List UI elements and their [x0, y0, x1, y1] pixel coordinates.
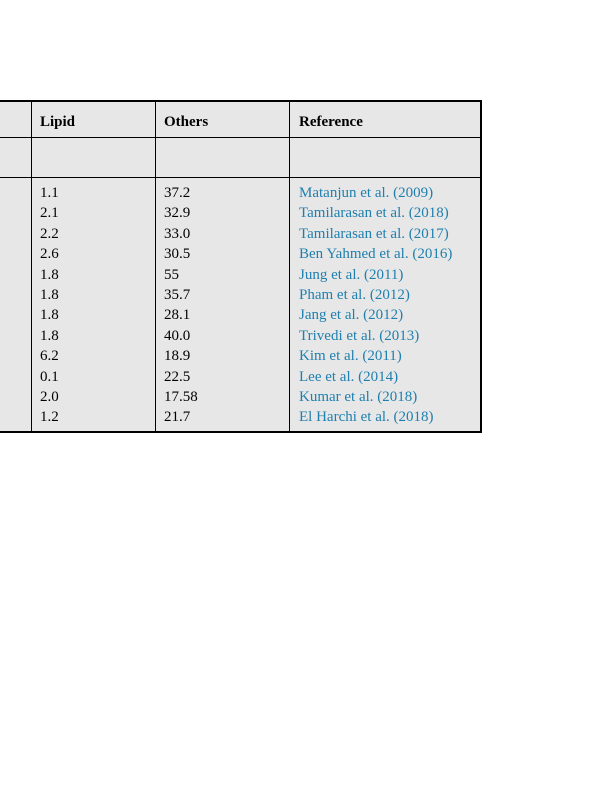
lipid-cell: 2.6 — [40, 246, 59, 263]
lipid-cell: 1.8 — [40, 266, 59, 283]
lipid-cell: 1.8 — [40, 307, 59, 324]
others-cell: 18.9 — [164, 348, 191, 365]
section-rule — [0, 177, 480, 178]
others-cell: 21.7 — [164, 409, 191, 426]
lipid-cell: 1.8 — [40, 286, 59, 303]
reference-column — [299, 183, 452, 428]
header-lipid: Lipid — [40, 114, 76, 130]
header-reference: Reference — [299, 114, 363, 130]
lipid-cell: 1.2 — [40, 409, 59, 426]
reference-link[interactable]: Ben Yahmed et al. (2016) — [299, 246, 453, 263]
others-cell: 35.7 — [164, 286, 191, 303]
others-cell: 33.0 — [164, 225, 191, 242]
others-cell: 32.9 — [164, 205, 191, 222]
others-cell: 17.58 — [164, 388, 198, 405]
others-cell: 40.0 — [164, 327, 191, 344]
reference-link[interactable]: El Harchi et al. (2018) — [299, 409, 434, 426]
lipid-cell: 2.2 — [40, 225, 59, 242]
others-cell: 28.1 — [164, 307, 191, 324]
header-others: Others — [164, 114, 209, 130]
others-cell: 22.5 — [164, 368, 191, 385]
lipid-cell: 0.1 — [40, 368, 59, 385]
reference-link[interactable]: Kim et al. (2011) — [299, 348, 402, 365]
lipid-cell: 1.8 — [40, 327, 59, 344]
lipid-cell: 6.2 — [40, 348, 59, 365]
reference-link[interactable]: Tamilarasan et al. (2018) — [299, 205, 449, 222]
reference-link[interactable]: Trivedi et al. (2013) — [299, 327, 420, 344]
reference-link[interactable]: Matanjun et al. (2009) — [299, 185, 434, 201]
data-table — [0, 100, 482, 433]
others-cell: 37.2 — [164, 185, 191, 201]
lipid-column — [40, 183, 59, 428]
lipid-cell: 1.1 — [40, 185, 59, 201]
reference-link[interactable]: Kumar et al. (2018) — [299, 388, 418, 405]
lipid-cell: 2.0 — [40, 388, 59, 405]
lipid-cell: 2.1 — [40, 205, 59, 222]
reference-link[interactable]: Pham et al. (2012) — [299, 286, 410, 303]
reference-link[interactable]: Jang et al. (2012) — [299, 307, 404, 324]
others-cell: 55 — [164, 266, 179, 283]
others-column — [164, 183, 198, 428]
reference-link[interactable]: Jung et al. (2011) — [299, 266, 404, 283]
reference-link[interactable]: Lee et al. (2014) — [299, 368, 399, 385]
others-cell: 30.5 — [164, 246, 191, 263]
reference-link[interactable]: Tamilarasan et al. (2017) — [299, 225, 449, 242]
section-row — [0, 138, 480, 177]
